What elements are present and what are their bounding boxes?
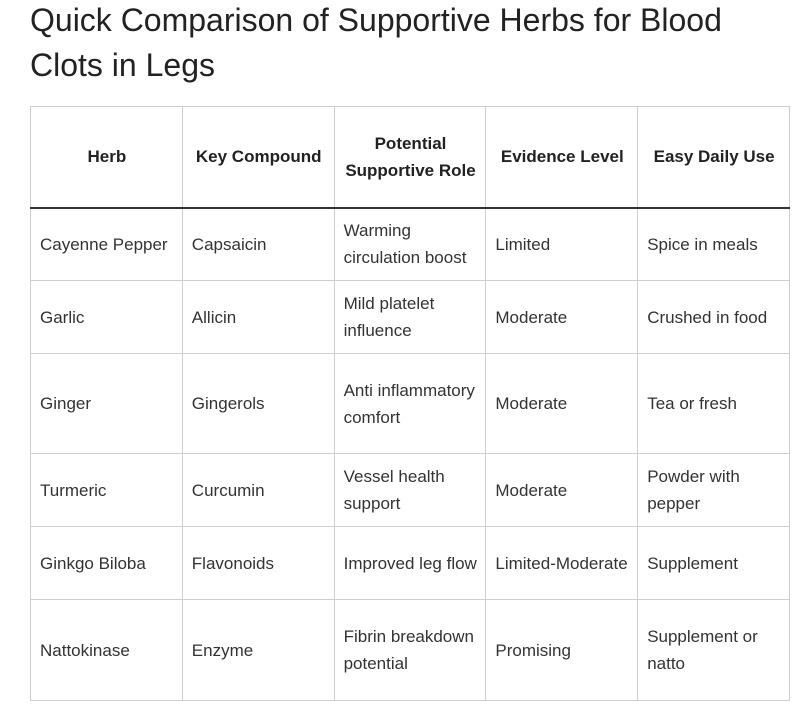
cell-supportive-role: Improved leg flow: [334, 527, 486, 600]
cell-daily-use: Tea or fresh: [638, 354, 790, 454]
cell-supportive-role: Mild platelet influence: [334, 281, 486, 354]
cell-herb: Garlic: [31, 281, 183, 354]
cell-daily-use: Supplement or natto: [638, 600, 790, 701]
cell-supportive-role: Anti inflammatory comfort: [334, 354, 486, 454]
cell-herb: Turmeric: [31, 454, 183, 527]
cell-key-compound: Curcumin: [182, 454, 334, 527]
page-title: Quick Comparison of Supportive Herbs for Blood Clots in Legs: [30, 2, 722, 83]
table-row: [31, 208, 790, 281]
cell-herb: Nattokinase: [31, 600, 183, 701]
cell-daily-use: Crushed in food: [638, 281, 790, 354]
table-row: [31, 600, 790, 701]
cell-herb: Ginkgo Biloba: [31, 527, 183, 600]
column-header-key-compound: Key Compound: [182, 107, 334, 208]
cell-key-compound: Allicin: [182, 281, 334, 354]
cell-evidence-level: Promising: [486, 600, 638, 701]
table-row: [31, 527, 790, 600]
cell-supportive-role: Warming circulation boost: [334, 208, 486, 281]
table-row: [31, 281, 790, 354]
table-header-row: [31, 107, 790, 208]
cell-supportive-role: Fibrin breakdown potential: [334, 600, 486, 701]
cell-daily-use: Spice in meals: [638, 208, 790, 281]
cell-evidence-level: Moderate: [486, 354, 638, 454]
cell-evidence-level: Moderate: [486, 281, 638, 354]
column-header-evidence-level: Evidence Level: [486, 107, 638, 208]
cell-supportive-role: Vessel health support: [334, 454, 486, 527]
column-header-supportive-role: Potential Supportive Role: [334, 107, 486, 208]
cell-key-compound: Enzyme: [182, 600, 334, 701]
table-row: [31, 454, 790, 527]
cell-evidence-level: Limited-Moderate: [486, 527, 638, 600]
table-row: [31, 354, 790, 454]
cell-herb: Cayenne Pepper: [31, 208, 183, 281]
cell-daily-use: Powder with pepper: [638, 454, 790, 527]
column-header-herb: Herb: [31, 107, 183, 208]
cell-evidence-level: Limited: [486, 208, 638, 281]
cell-herb: Ginger: [31, 354, 183, 454]
herb-comparison-table: [30, 106, 790, 701]
cell-daily-use: Supplement: [638, 527, 790, 600]
cell-key-compound: Capsaicin: [182, 208, 334, 281]
cell-key-compound: Flavonoids: [182, 527, 334, 600]
cell-evidence-level: Moderate: [486, 454, 638, 527]
column-header-daily-use: Easy Daily Use: [638, 107, 790, 208]
cell-key-compound: Gingerols: [182, 354, 334, 454]
